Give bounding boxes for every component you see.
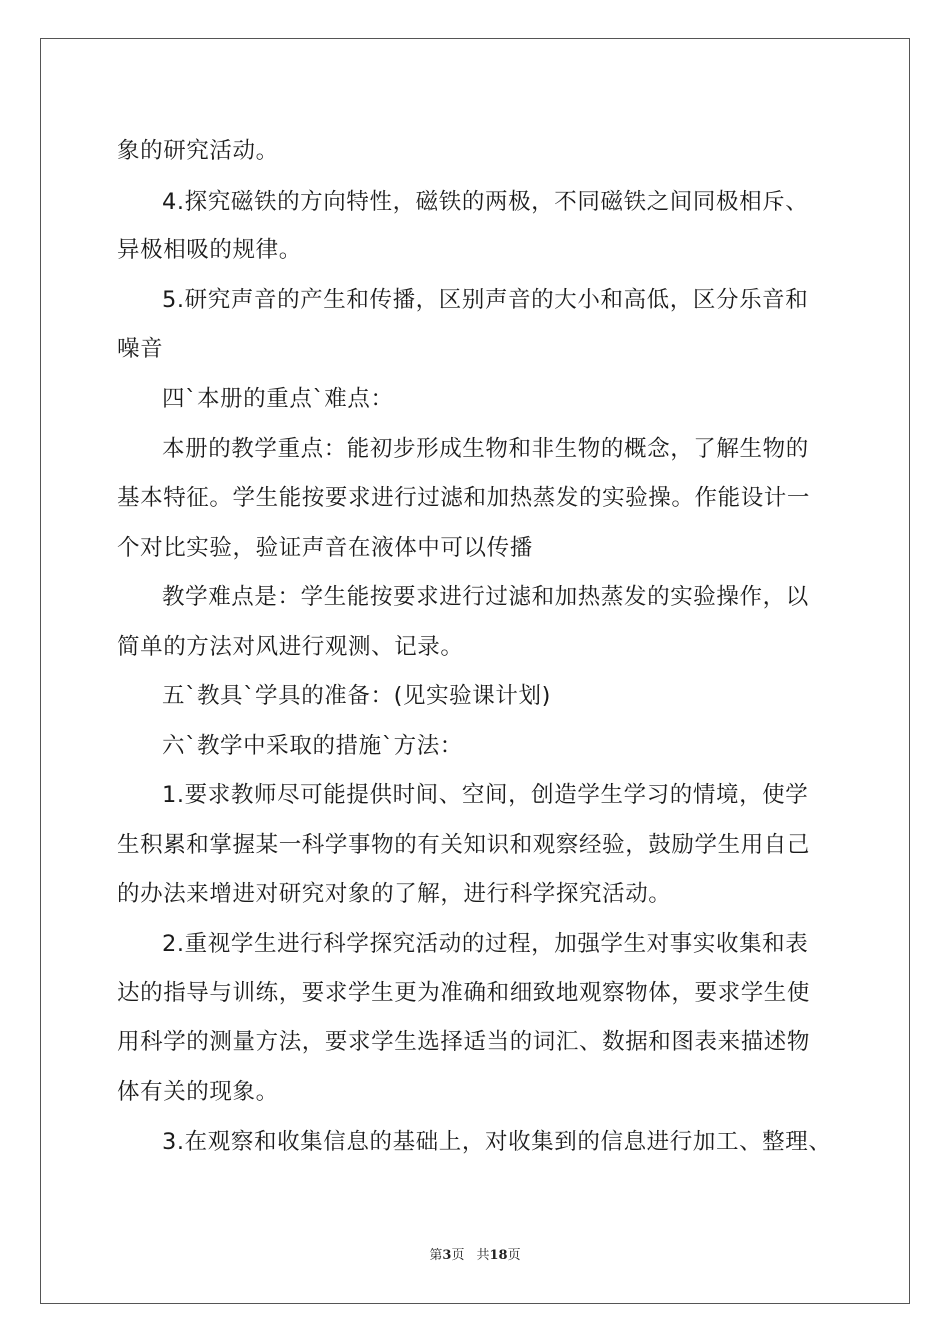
page-border — [40, 38, 910, 1304]
text-line: 5.研究声音的产生和传播，区别声音的大小和高低，区分乐音和 — [162, 287, 809, 313]
text-line: 3.在观察和收集信息的基础上，对收集到的信息进行加工、整理、 — [162, 1129, 832, 1155]
text-line: 象的研究活动。 — [117, 138, 279, 164]
total-pages: 18 — [489, 1248, 508, 1263]
section-heading: 六`教学中采取的措施`方法： — [162, 733, 463, 759]
text-line: 4.探究磁铁的方向特性，磁铁的两极，不同磁铁之间同极相斥、 — [162, 189, 809, 215]
page-label-prefix: 第 — [429, 1248, 443, 1263]
page-footer — [0, 1247, 950, 1265]
text-line: 2.重视学生进行科学探究活动的过程，加强学生对事实收集和表 — [162, 931, 809, 957]
text-line: 本册的教学重点：能初步形成生物和非生物的概念，了解生物的 — [162, 436, 809, 462]
page-label-suffix: 页 — [451, 1248, 465, 1263]
section-heading: 四`本册的重点`难点： — [162, 386, 394, 412]
total-suffix: 页 — [507, 1248, 521, 1263]
text-line: 1.要求教师尽可能提供时间、空间，创造学生学习的情境，使学 — [162, 782, 809, 808]
text-line: 达的指导与训练，要求学生更为准确和细致地观察物体，要求学生使 — [117, 980, 811, 1006]
text-line: 教学难点是：学生能按要求进行过滤和加热蒸发的实验操作，以 — [162, 584, 809, 610]
text-line: 生积累和掌握某一科学事物的有关知识和观察经验，鼓励学生用自己 — [117, 832, 811, 858]
text-line: 异极相吸的规律。 — [117, 237, 302, 263]
total-prefix: 共 — [476, 1248, 490, 1263]
text-line: 体有关的现象。 — [117, 1079, 279, 1105]
text-line: 的办法来增进对研究对象的了解，进行科学探究活动。 — [117, 881, 672, 907]
text-line: 简单的方法对风进行观测、记录。 — [117, 634, 464, 660]
page-number: 3 — [442, 1248, 452, 1263]
text-line: 个对比实验，验证声音在液体中可以传播 — [117, 535, 533, 561]
section-heading: 五`教具`学具的准备：(见实验课计划) — [162, 683, 551, 709]
text-line: 基本特征。学生能按要求进行过滤和加热蒸发的实验操。作能设计一 — [117, 485, 811, 511]
text-line: 噪音 — [117, 336, 164, 362]
text-line: 用科学的测量方法，要求学生选择适当的词汇、数据和图表来描述物 — [117, 1029, 811, 1055]
